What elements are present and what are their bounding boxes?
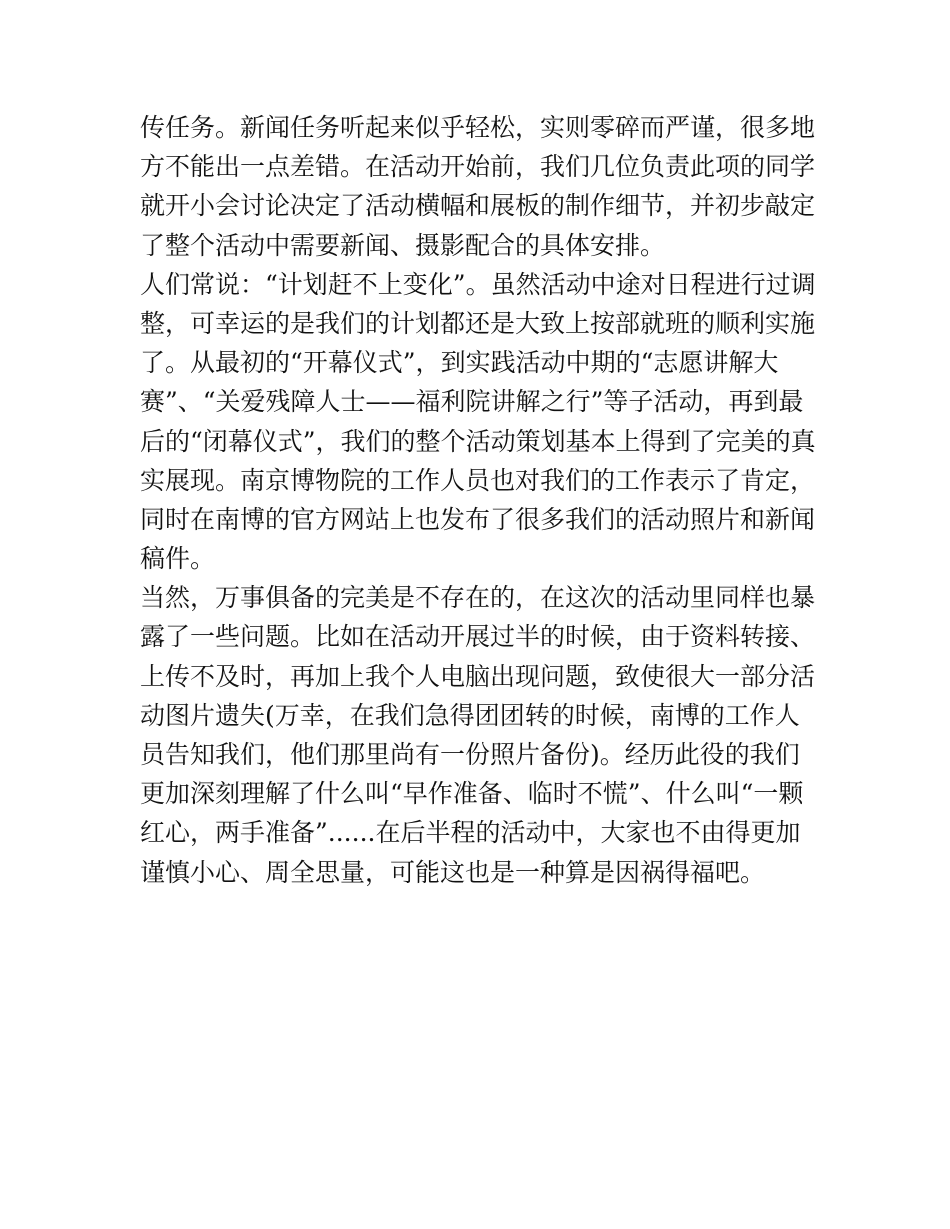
text-line: 整，可幸运的是我们的计划都还是大致上按部就班的顺利实施 [140, 308, 816, 338]
text-line: 传任务。新闻任务听起来似乎轻松，实则零碎而严谨，很多地 [140, 113, 816, 142]
text-line: 赛”、“关爱残障人士——福利院讲解之行”等子活动，再到最 [140, 387, 804, 417]
text-line: 动图片遗失(万幸，在我们急得团团转的时候，南博的工作人 [140, 700, 800, 730]
text-line: 实展现。南京博物院的工作人员也对我们的工作表示了肯定， [140, 465, 816, 495]
text-line: 露了一些问题。比如在活动开展过半的时候，由于资料转接、 [140, 622, 816, 652]
text-line: 方不能出一点差错。在活动开始前，我们几位负责此项的同学 [140, 152, 816, 182]
text-line: 员告知我们，他们那里尚有一份照片备份)。经历此役的我们 [140, 740, 800, 769]
text-line: 红心，两手准备”......在后半程的活动中，大家也不由得更加 [140, 818, 801, 848]
text-line: 稿件。 [140, 544, 216, 574]
text-line: 当然，万事俱备的完美是不存在的，在这次的活动里同样也暴 [140, 583, 816, 613]
text-line: 人们常说：“计划赶不上变化”。虽然活动中途对日程进行过调 [140, 269, 816, 299]
text-line: 更加深刻理解了什么叫“早作准备、临时不慌”、什么叫“一颗 [140, 779, 804, 809]
text-line: 后的“闭幕仪式”，我们的整个活动策划基本上得到了完美的真 [140, 426, 816, 456]
text-line: 谨慎小心、周全思量，可能这也是一种算是因祸得福吧。 [140, 857, 766, 887]
document-body [140, 108, 820, 892]
text-line: 上传不及时，再加上我个人电脑出现问题，致使很大一部分活 [140, 661, 816, 691]
text-line: 了整个活动中需要新闻、摄影配合的具体安排。 [140, 230, 666, 260]
text-line: 就开小会讨论决定了活动横幅和展板的制作细节，并初步敲定 [140, 191, 816, 221]
text-line: 同时在南博的官方网站上也发布了很多我们的活动照片和新闻 [140, 504, 816, 534]
text-line: 了。从最初的“开幕仪式”，到实践活动中期的“志愿讲解大 [140, 348, 779, 378]
